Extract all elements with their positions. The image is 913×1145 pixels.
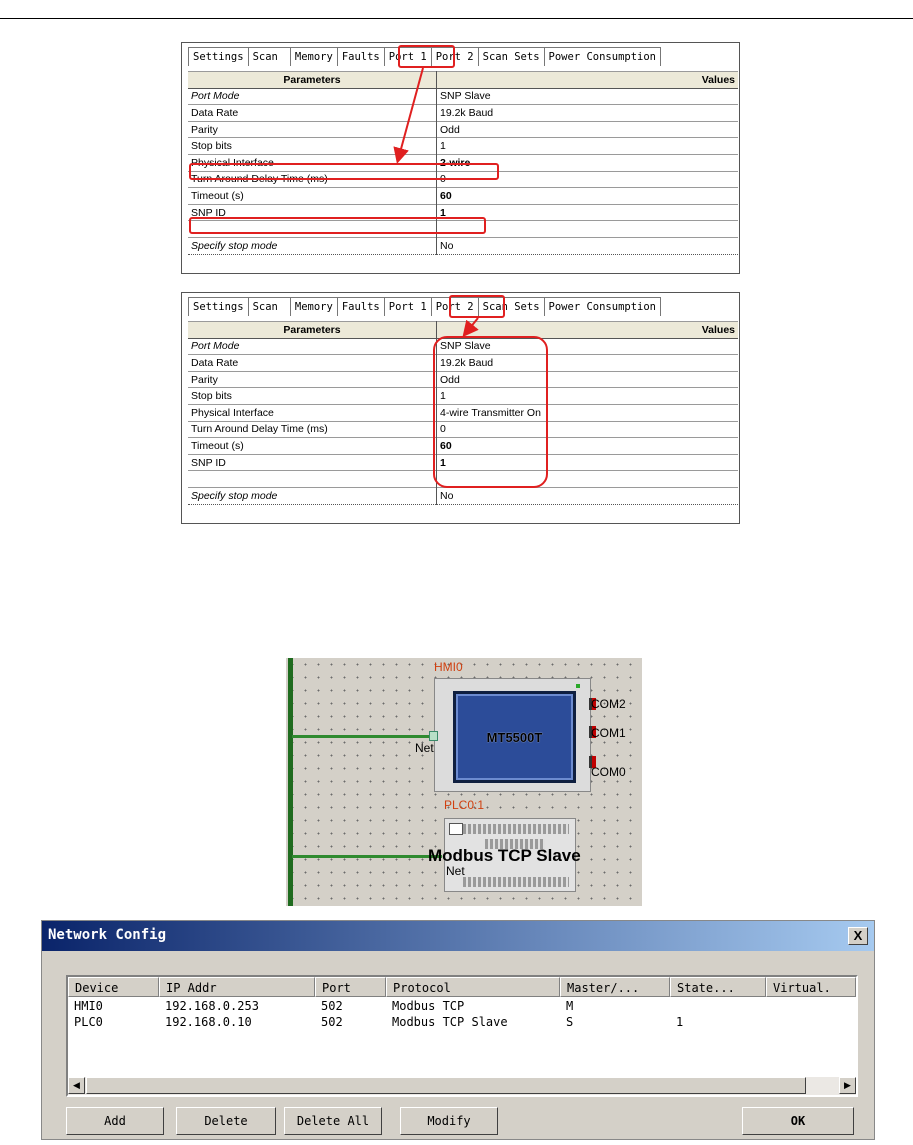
param-name: Parity [188, 371, 437, 388]
com0-label: COM0 [591, 765, 626, 779]
param-value[interactable]: SNP Slave [437, 88, 739, 105]
delete-button[interactable]: Delete [176, 1107, 276, 1135]
param-value[interactable]: 4-wire Transmitter On [437, 404, 739, 421]
param-value[interactable]: 19.2k Baud [437, 355, 739, 372]
cell-device: HMI0 [74, 999, 103, 1013]
param-name: Specify stop mode [188, 487, 437, 504]
tab-faults[interactable]: Faults [338, 47, 385, 66]
plc-net-wire [292, 855, 442, 858]
ethernet-bus [288, 658, 293, 906]
ok-button[interactable]: OK [742, 1107, 854, 1135]
param-value[interactable]: 1 [437, 204, 739, 221]
param-value[interactable]: 60 [437, 438, 739, 455]
tab-port1[interactable]: Port 1 [385, 47, 432, 66]
param-value[interactable]: 0 [437, 421, 739, 438]
parameters-header: Parameters [188, 322, 437, 339]
tab-settings[interactable]: Settings [188, 47, 249, 66]
param-name: Port Mode [188, 88, 437, 105]
close-icon[interactable]: X [848, 927, 868, 945]
delete-all-button[interactable]: Delete All [284, 1107, 382, 1135]
param-name: Physical Interface [188, 404, 437, 421]
cell-state: 1 [676, 1015, 684, 1029]
param-value[interactable]: Odd [437, 121, 739, 138]
com1-label: COM1 [591, 726, 626, 740]
param-value[interactable]: 60 [437, 188, 739, 205]
network-diagram [286, 658, 642, 906]
plc-label: PLC0:1 [444, 798, 485, 812]
column-header-port[interactable]: Port [315, 977, 386, 997]
cell-ip-addr: 192.168.0.10 [165, 1015, 252, 1029]
param-value[interactable]: 2-wire [437, 154, 739, 171]
hmi-net-wire [292, 735, 432, 738]
cell-protocol: Modbus TCP Slave [392, 1015, 508, 1029]
param-name: Stop bits [188, 138, 437, 155]
cell-port: 502 [321, 999, 343, 1013]
param-value[interactable]: 19.2k Baud [437, 105, 739, 122]
plc-logo-icon [449, 823, 463, 835]
param-name: Data Rate [188, 355, 437, 372]
scroll-thumb[interactable] [86, 1077, 806, 1094]
tab-port2[interactable]: Port 2 [432, 47, 479, 66]
tab-memory[interactable]: Memory [291, 297, 338, 316]
device-list [66, 975, 858, 1097]
column-header-master[interactable]: Master/... [560, 977, 670, 997]
plc-net-label: Net [446, 864, 465, 878]
cell-protocol: Modbus TCP [392, 999, 465, 1013]
param-name: SNP ID [188, 454, 437, 471]
param-value[interactable]: No [437, 487, 739, 504]
param-name: Physical Interface [188, 154, 437, 171]
cell-master: M [566, 999, 574, 1013]
add-button[interactable]: Add [66, 1107, 164, 1135]
hmi-label: HMI0 [434, 660, 463, 674]
network-config-dialog [41, 920, 875, 1140]
column-header-state[interactable]: State... [670, 977, 766, 997]
param-value[interactable]: No [437, 237, 739, 254]
tab-port2[interactable]: Port 2 [432, 297, 479, 316]
power-led [576, 684, 580, 688]
dialog-title-bar[interactable] [42, 921, 874, 951]
tab-settings[interactable]: Settings [188, 297, 249, 316]
parameters-header: Parameters [188, 72, 437, 89]
tab-power-consumption[interactable]: Power Consumption [545, 297, 661, 316]
dialog-title: Network Config [48, 927, 167, 943]
param-name: Parity [188, 121, 437, 138]
scroll-left-icon[interactable]: ◀ [68, 1077, 85, 1094]
hmi-net-label: Net [415, 741, 434, 755]
param-name: Stop bits [188, 388, 437, 405]
tab-power-consumption[interactable]: Power Consumption [545, 47, 661, 66]
column-header-protocol[interactable]: Protocol [386, 977, 560, 997]
tab-scan-sets[interactable]: Scan Sets [479, 297, 545, 316]
hmi-device[interactable] [434, 678, 591, 792]
com2-label: COM2 [591, 697, 626, 711]
hmi-screen [453, 691, 576, 783]
hmi-model: MT5500T [486, 729, 543, 745]
tab-scan[interactable]: Scan [249, 297, 291, 316]
param-name: Turn Around Delay Time (ms) [188, 171, 437, 188]
param-value[interactable]: 1 [437, 454, 739, 471]
arrow-port1 [398, 68, 423, 160]
cell-ip-addr: 192.168.0.253 [165, 999, 259, 1013]
column-header-device[interactable]: Device [68, 977, 159, 997]
arrow-port2 [465, 318, 478, 334]
param-name: Timeout (s) [188, 188, 437, 205]
tab-faults[interactable]: Faults [338, 297, 385, 316]
table-row[interactable] [68, 1015, 856, 1031]
cell-device: PLC0 [74, 1015, 103, 1029]
tab-scan[interactable]: Scan [249, 47, 291, 66]
param-value[interactable]: SNP Slave [437, 338, 739, 355]
column-header-virtual[interactable]: Virtual. [766, 977, 856, 997]
param-value[interactable]: Odd [437, 371, 739, 388]
param-name: Data Rate [188, 105, 437, 122]
param-value[interactable]: 0 [437, 171, 739, 188]
param-name: SNP ID [188, 204, 437, 221]
net-port-icon[interactable] [429, 731, 438, 741]
tab-port1[interactable]: Port 1 [385, 297, 432, 316]
cell-master: S [566, 1015, 574, 1029]
param-name: Specify stop mode [188, 237, 437, 254]
plc-terminal-row [463, 877, 569, 887]
values-header: Values [437, 72, 739, 89]
scroll-right-icon[interactable]: ▶ [839, 1077, 856, 1094]
tab-scan-sets[interactable]: Scan Sets [479, 47, 545, 66]
horizontal-scrollbar[interactable] [68, 1077, 856, 1095]
param-name: Turn Around Delay Time (ms) [188, 421, 437, 438]
plc-terminal-row [463, 824, 569, 834]
modify-button[interactable]: Modify [400, 1107, 498, 1135]
cell-port: 502 [321, 1015, 343, 1029]
tab-memory[interactable]: Memory [291, 47, 338, 66]
param-name: Port Mode [188, 338, 437, 355]
table-row[interactable] [68, 999, 856, 1015]
param-value[interactable]: 1 [437, 388, 739, 405]
column-header-ip-addr[interactable]: IP Addr [159, 977, 315, 997]
values-header: Values [437, 322, 739, 339]
param-value[interactable]: 1 [437, 138, 739, 155]
plc-protocol-title: Modbus TCP Slave [428, 846, 581, 865]
param-name: Timeout (s) [188, 438, 437, 455]
